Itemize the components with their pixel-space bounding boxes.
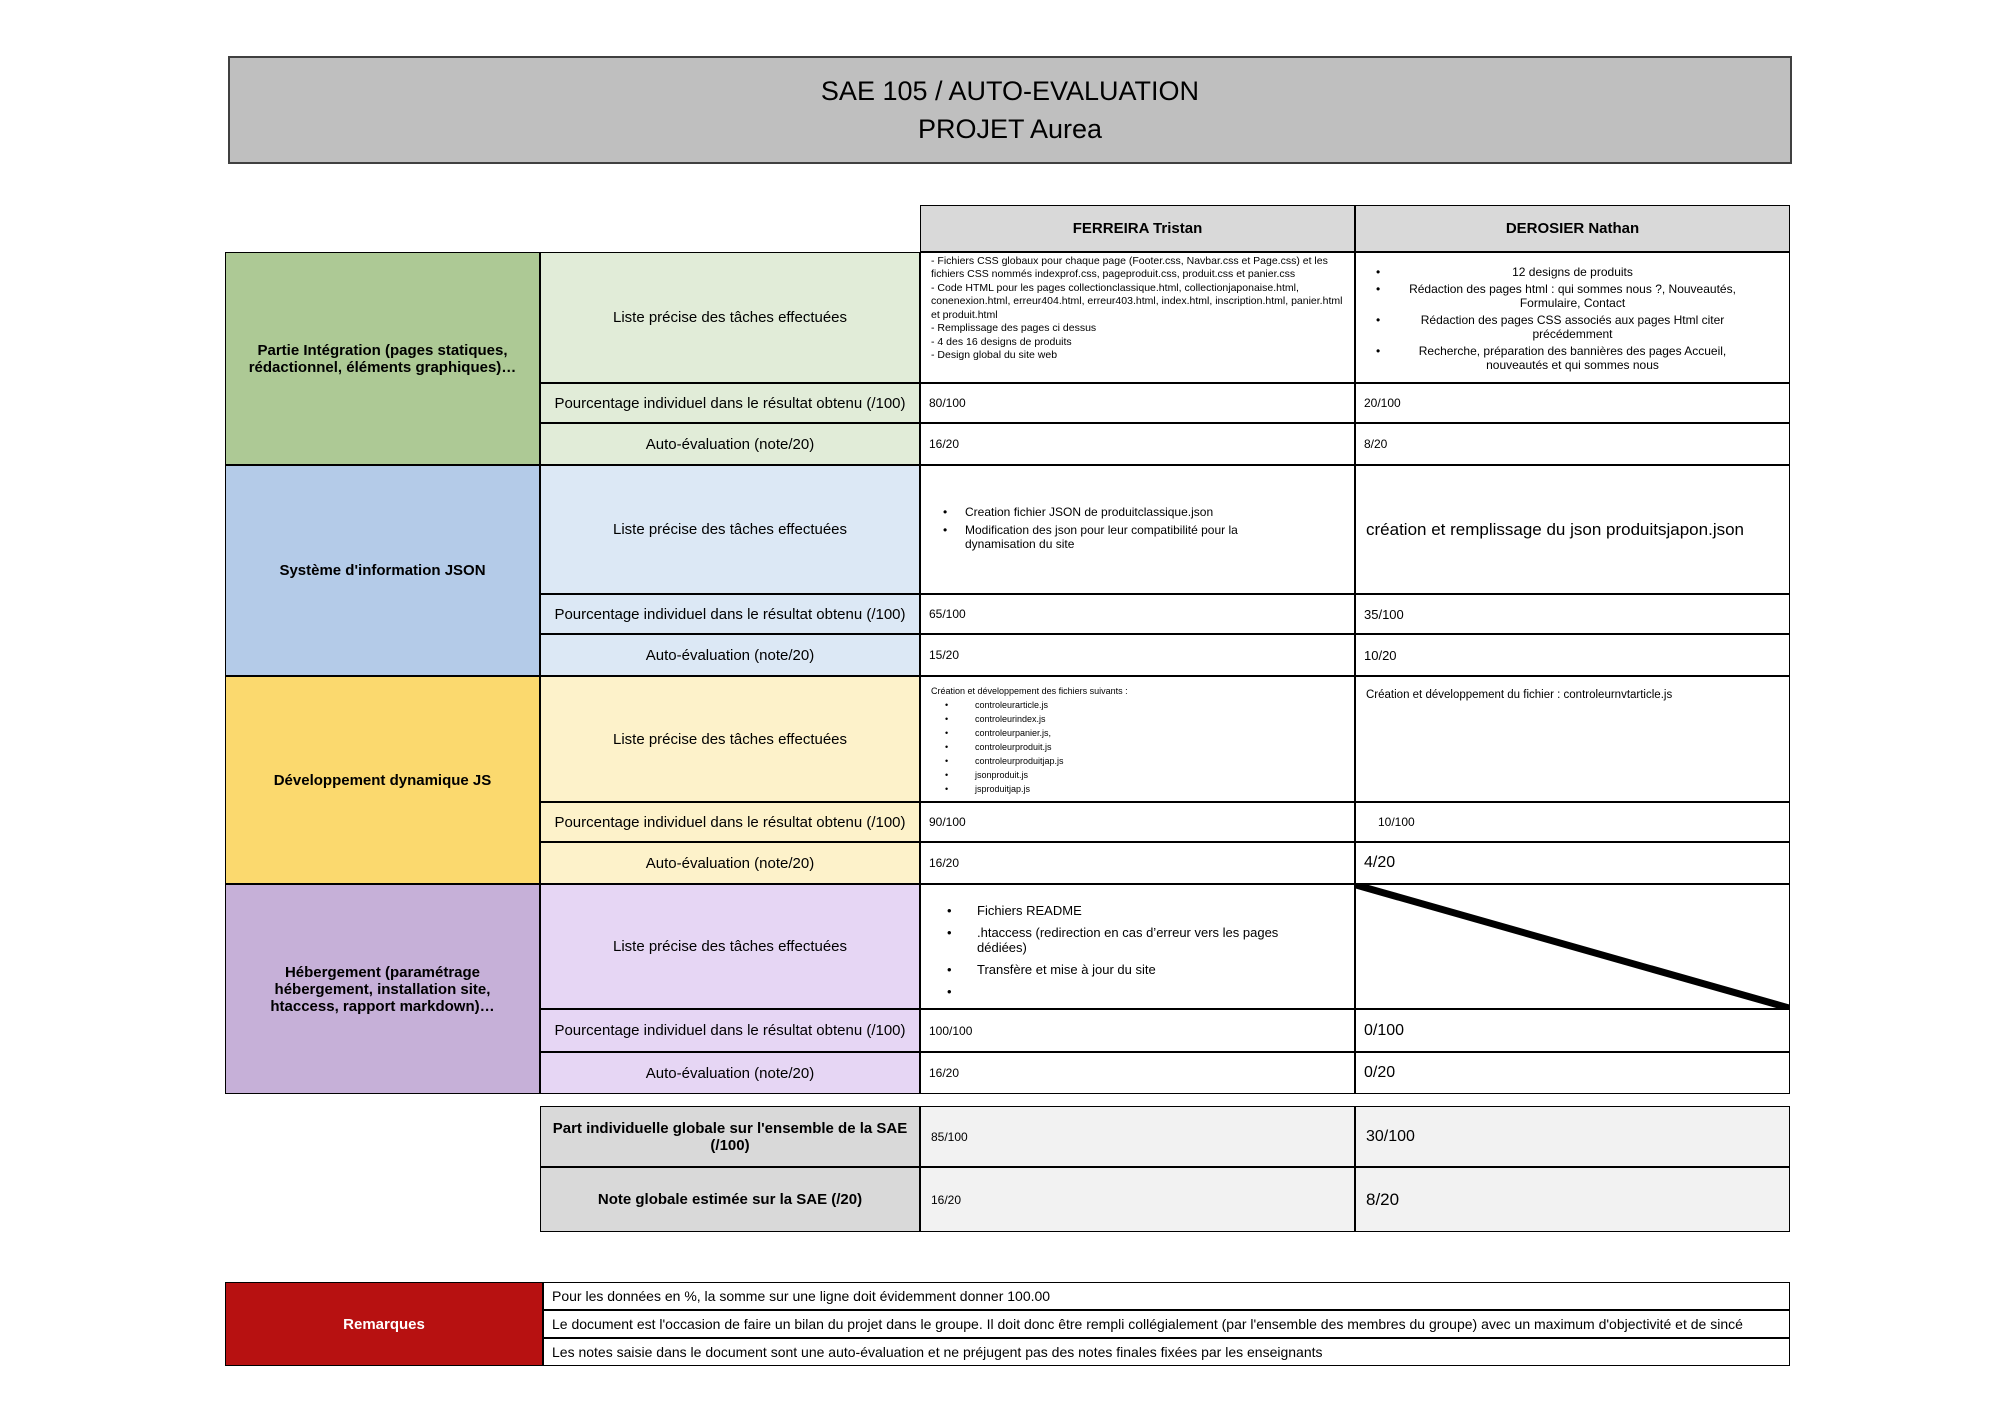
remarks-block (225, 1282, 1790, 1366)
note-hosting-member1: 16/20 (920, 1052, 1355, 1094)
remark-line-1: Pour les données en %, la somme sur une ligne doit évidemment donner 100.00 (543, 1282, 1790, 1310)
pct-integration-member2: 20/100 (1355, 383, 1790, 423)
task-line: - Code HTML pour les pages collectionclassique.html, collectionjaponaise.html, conenexion.html, erreur404.html, erreur403.html, index.html, inscription.html, panier.html et produit.html (931, 281, 1343, 321)
row-label-self-eval: Auto-évaluation (note/20) (540, 634, 920, 676)
tasks-js-member2: Création et développement du fichier : controleurnvtarticle.js (1355, 676, 1790, 802)
row-label-percentage: Pourcentage individuel dans le résultat obtenu (/100) (540, 594, 920, 634)
task-bullet: • Creation fichier JSON de produitclassique.json (931, 505, 1344, 519)
row-label-percentage: Pourcentage individuel dans le résultat obtenu (/100) (540, 802, 920, 842)
tasks-json-member2: création et remplissage du json produitsjapon.json (1355, 465, 1790, 594)
remarks-title: Remarques (225, 1282, 543, 1366)
note-hosting-member2: 0/20 (1355, 1052, 1790, 1094)
task-intro: Création et développement des fichiers suivants : (931, 686, 1128, 696)
task-bullet: • jsproduitjap.js (931, 783, 1344, 797)
row-label-tasks: Liste précise des tâches effectuées (540, 676, 920, 802)
task-bullet: • jsonproduit.js (931, 769, 1344, 783)
title-line-2: PROJET Aurea (917, 113, 1103, 144)
summary-part-label: Part individuelle globale sur l'ensemble de la SAE (/100) (540, 1106, 920, 1167)
evaluation-table (225, 205, 1790, 1094)
summary-note-member1: 16/20 (920, 1167, 1355, 1232)
task-bullet: • controleurproduitjap.js (931, 755, 1344, 769)
member2-header: DEROSIER Nathan (1355, 205, 1790, 252)
task-bullet: • controleurarticle.js (931, 699, 1344, 713)
row-label-tasks: Liste précise des tâches effectuées (540, 465, 920, 594)
tasks-hosting-member1 (920, 884, 1355, 1009)
note-json-member1: 15/20 (920, 634, 1355, 676)
pct-hosting-member2: 0/100 (1355, 1009, 1790, 1052)
task-line: - 4 des 16 designs de produits (931, 335, 1072, 348)
task-bullet: • Fichiers README (931, 903, 1344, 918)
diagonal-strikethrough-line (1356, 885, 1789, 1008)
note-json-member2: 10/20 (1355, 634, 1790, 676)
summary-note-label: Note globale estimée sur la SAE (/20) (540, 1167, 920, 1232)
pct-js-member2: 10/100 (1355, 802, 1790, 842)
task-bullet: • Rédaction des pages CSS associés aux pages Html citer précédemment (1366, 313, 1779, 341)
remark-line-3: Les notes saisie dans le document sont une auto-évaluation et ne préjugent pas des notes finales fixées par les enseignants (543, 1338, 1790, 1366)
row-label-self-eval: Auto-évaluation (note/20) (540, 842, 920, 884)
task-bullet: • Recherche, préparation des bannières des pages Accueil, nouveautés et qui sommes nous (1366, 344, 1779, 372)
remark-line-2: Le document est l'occasion de faire un bilan du projet dans le groupe. Il doit donc être rempli collégialement (par l'ensemble des membres du groupe) avec un maximum d'objectivité et de sincé (543, 1310, 1790, 1338)
row-label-tasks: Liste précise des tâches effectuées (540, 884, 920, 1009)
pct-js-member1: 90/100 (920, 802, 1355, 842)
tasks-integration-member2 (1355, 252, 1790, 383)
header-spacer (225, 205, 920, 252)
tasks-json-member1 (920, 465, 1355, 594)
section-hosting-label: Hébergement (paramétrage hébergement, installation site, htaccess, rapport markdown)… (225, 884, 540, 1094)
row-label-tasks: Liste précise des tâches effectuées (540, 252, 920, 383)
title-line-1: SAE 105 / AUTO-EVALUATION (820, 75, 1200, 106)
task-bullet: • controleurindex.js (931, 713, 1344, 727)
task-bullet: • Rédaction des pages html : qui sommes nous ?, Nouveautés, Formulaire, Contact (1366, 282, 1779, 310)
task-bullet: • controleurproduit.js (931, 741, 1344, 755)
section-js-label: Développement dynamique JS (225, 676, 540, 884)
task-line: - Fichiers CSS globaux pour chaque page (Footer.css, Navbar.css et Page.css) et les fichiers CSS nommés indexprof.css, pageproduit.css, produit.css et panier.css (931, 255, 1328, 281)
task-bullet: • 12 designs de produits (1366, 265, 1779, 279)
row-label-self-eval: Auto-évaluation (note/20) (540, 423, 920, 465)
summary-note-member2: 8/20 (1355, 1167, 1790, 1232)
note-js-member2: 4/20 (1355, 842, 1790, 884)
tasks-js-member1 (920, 676, 1355, 802)
task-line: - Remplissage des pages ci dessus (931, 322, 1097, 335)
row-label-self-eval: Auto-évaluation (note/20) (540, 1052, 920, 1094)
note-integration-member2: 8/20 (1355, 423, 1790, 465)
pct-hosting-member1: 100/100 (920, 1009, 1355, 1052)
summary-table (540, 1106, 1790, 1232)
title-box (228, 56, 1792, 164)
pct-json-member1: 65/100 (920, 594, 1355, 634)
task-bullet: • Modification des json pour leur compatibilité pour la dynamisation du site (931, 523, 1344, 551)
pct-integration-member1: 80/100 (920, 383, 1355, 423)
task-line: - Design global du site web (931, 349, 1058, 362)
task-bullet: • controleurpanier.js, (931, 727, 1344, 741)
summary-part-member1: 85/100 (920, 1106, 1355, 1167)
section-json-label: Système d'information JSON (225, 465, 540, 676)
row-label-percentage: Pourcentage individuel dans le résultat obtenu (/100) (540, 1009, 920, 1052)
member1-header: FERREIRA Tristan (920, 205, 1355, 252)
section-integration-label: Partie Intégration (pages statiques, rédactionnel, éléments graphiques)… (225, 252, 540, 465)
tasks-hosting-member2-empty (1355, 884, 1790, 1009)
task-bullet: • Transfère et mise à jour du site (931, 962, 1344, 977)
tasks-integration-member1 (920, 252, 1355, 383)
note-integration-member1: 16/20 (920, 423, 1355, 465)
pct-json-member2: 35/100 (1355, 594, 1790, 634)
summary-part-member2: 30/100 (1355, 1106, 1790, 1167)
row-label-percentage: Pourcentage individuel dans le résultat obtenu (/100) (540, 383, 920, 423)
note-js-member1: 16/20 (920, 842, 1355, 884)
task-bullet: • .htaccess (redirection en cas d’erreur vers les pages dédiées) (931, 925, 1344, 955)
